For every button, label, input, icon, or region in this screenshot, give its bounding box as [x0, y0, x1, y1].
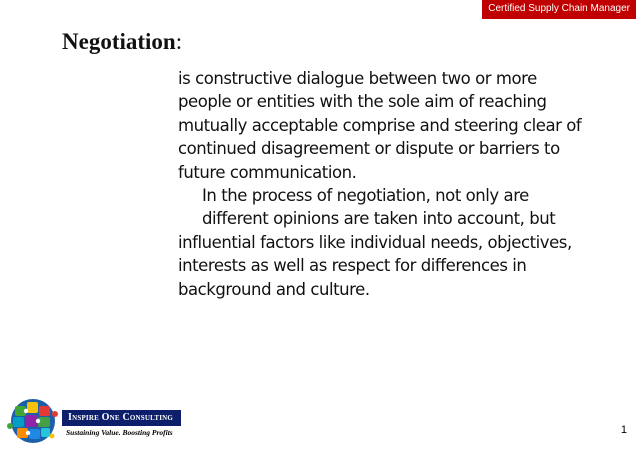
- slide-body: [178, 67, 623, 301]
- body-line: is constructive dialogue between two or more: [178, 69, 537, 88]
- body-line: different opinions are taken into account, but: [202, 209, 556, 229]
- body-line: people or entities with the sole aim of reaching: [178, 92, 547, 112]
- puzzle-globe-icon: [6, 396, 60, 446]
- body-line: continued disagreement or dispute or barriers to: [178, 139, 560, 159]
- body-line: mutually acceptable comprise and steering clear of: [178, 115, 582, 135]
- body-line: background and culture.: [178, 279, 370, 299]
- body-line: influential factors like individual needs, objectives,: [178, 232, 572, 252]
- certification-badge: Certified Supply Chain Manager: [482, 0, 636, 19]
- body-line: interests as well as respect for differences in: [178, 256, 527, 276]
- slide-title-colon: :: [175, 29, 183, 54]
- slide-title-text: Negotiation: [62, 29, 176, 54]
- body-line: In the process of negotiation, not only are: [202, 186, 529, 206]
- slide-title: [62, 28, 182, 56]
- page-number: 1: [620, 424, 627, 436]
- process-paragraph: [178, 184, 623, 301]
- definition-paragraph: [178, 67, 623, 184]
- body-line: future communication.: [178, 162, 357, 182]
- brand-name: Inspire One Consulting: [62, 410, 181, 426]
- brand-tagline: Sustaining Value. Boosting Profits: [66, 428, 173, 437]
